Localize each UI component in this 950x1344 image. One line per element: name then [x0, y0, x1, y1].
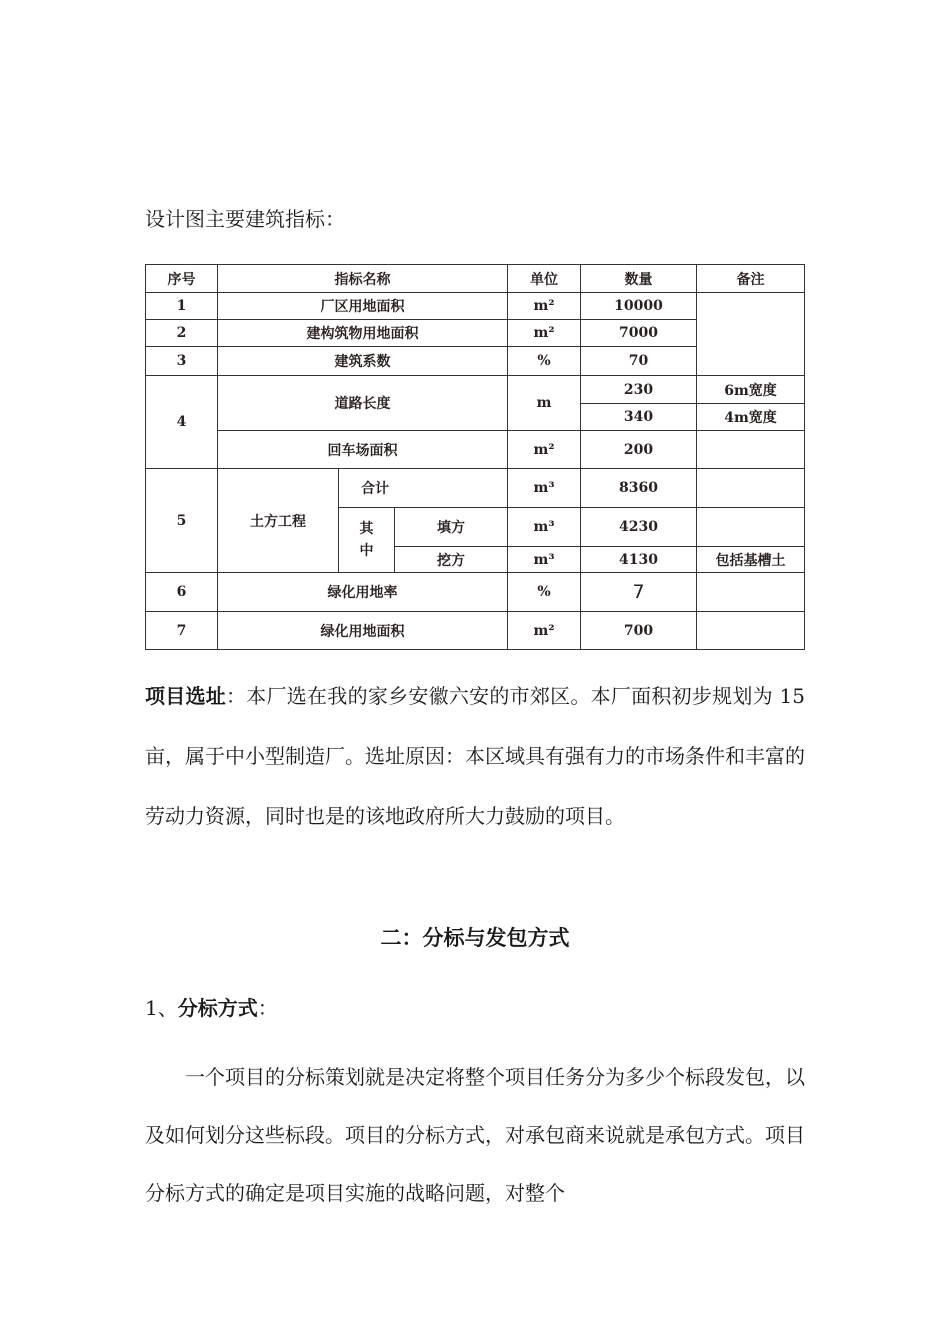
row-qty: 70: [581, 347, 697, 376]
row-unit: m³: [508, 469, 581, 508]
row-qty: 230: [581, 376, 697, 404]
row-no: 4: [146, 376, 218, 469]
table-header-row: [146, 265, 805, 293]
row-no: 1: [146, 293, 218, 320]
row-subname: 填方: [395, 508, 508, 547]
row-note: [697, 612, 805, 650]
row-no: 7: [146, 612, 218, 650]
row-sub-group: [339, 508, 395, 573]
row-note: 包括基槽土: [697, 547, 805, 573]
row-name: 道路长度: [218, 376, 508, 431]
row-unit: m²: [508, 320, 581, 347]
row-unit: m³: [508, 547, 581, 573]
table-row: [146, 431, 805, 469]
row-note: 4m宽度: [697, 404, 805, 431]
row-unit: %: [508, 573, 581, 612]
header-no: 序号: [146, 265, 218, 293]
header-qty: 数量: [581, 265, 697, 293]
table-row: [146, 612, 805, 650]
row-name: 绿化用地率: [218, 573, 508, 612]
row-qty: 4130: [581, 547, 697, 573]
row-name: 绿化用地面积: [218, 612, 508, 650]
subsection-suffix: ：: [257, 996, 278, 1020]
row-qty: 7: [581, 573, 697, 612]
section-title: 二：分标与发包方式: [380, 925, 570, 950]
table-row: [146, 573, 805, 612]
row-no: 5: [146, 469, 218, 573]
body-paragraph: 一个项目的分标策划就是决定将整个项目任务分为多少个标段发包，以及如何划分这些标段。项目的分标方式，对承包商来说就是承包方式。项目分标方式的确定是项目实施的战略问题，对整个: [145, 1065, 805, 1205]
site-selection-label: 项目选址: [145, 684, 227, 708]
row-note: [697, 573, 805, 612]
header-name: 指标名称: [218, 265, 508, 293]
row-qty: 7000: [581, 320, 697, 347]
row-qty: 4230: [581, 508, 697, 547]
row-note: 6m宽度: [697, 376, 805, 404]
row-unit: m³: [508, 508, 581, 547]
subsection-title-text: 分标方式: [177, 996, 258, 1020]
row-no: 3: [146, 347, 218, 376]
row-note: [697, 431, 805, 469]
row-qty: 10000: [581, 293, 697, 320]
table-row: [146, 293, 805, 320]
header-unit: 单位: [508, 265, 581, 293]
row-note: [697, 293, 805, 376]
row-name: 土方工程: [218, 469, 339, 573]
row-no: 2: [146, 320, 218, 347]
row-unit: m²: [508, 612, 581, 650]
row-subname: 挖方: [395, 547, 508, 573]
subsection-title: [145, 988, 278, 1028]
row-note: [697, 508, 805, 547]
row-qty: 8360: [581, 469, 697, 508]
sub-group-label-2: 中: [359, 543, 374, 559]
subsection-prefix: 1、: [145, 996, 178, 1020]
row-unit: %: [508, 347, 581, 376]
table-row: [146, 469, 805, 508]
sub-group-label-1: 其: [359, 521, 374, 537]
row-subname: 合计: [339, 469, 508, 508]
site-selection-text: ：本厂选在我的家乡安徽六安的市郊区。本厂面积初步规划为 15 亩，属于中小型制造厂。选址原因：本区域具有强有力的市场条件和丰富的劳动力资源，同时也是的该地政府所大力鼓励的项目。: [145, 684, 806, 828]
row-unit: m²: [508, 293, 581, 320]
table-intro: 设计图主要建筑指标：: [145, 207, 345, 231]
row-qty: 340: [581, 404, 697, 431]
row-name: 建筑系数: [218, 347, 508, 376]
row-note: [697, 469, 805, 508]
row-name: 回车场面积: [218, 431, 508, 469]
row-unit: m: [508, 376, 581, 431]
building-index-table: [145, 264, 805, 650]
row-qty: 200: [581, 431, 697, 469]
site-selection-paragraph: [145, 666, 805, 846]
row-no: 6: [146, 573, 218, 612]
table-row: [146, 376, 805, 404]
row-qty: 700: [581, 612, 697, 650]
row-unit: m²: [508, 431, 581, 469]
header-note: 备注: [697, 265, 805, 293]
row-name: 厂区用地面积: [218, 293, 508, 320]
row-name: 建构筑物用地面积: [218, 320, 508, 347]
